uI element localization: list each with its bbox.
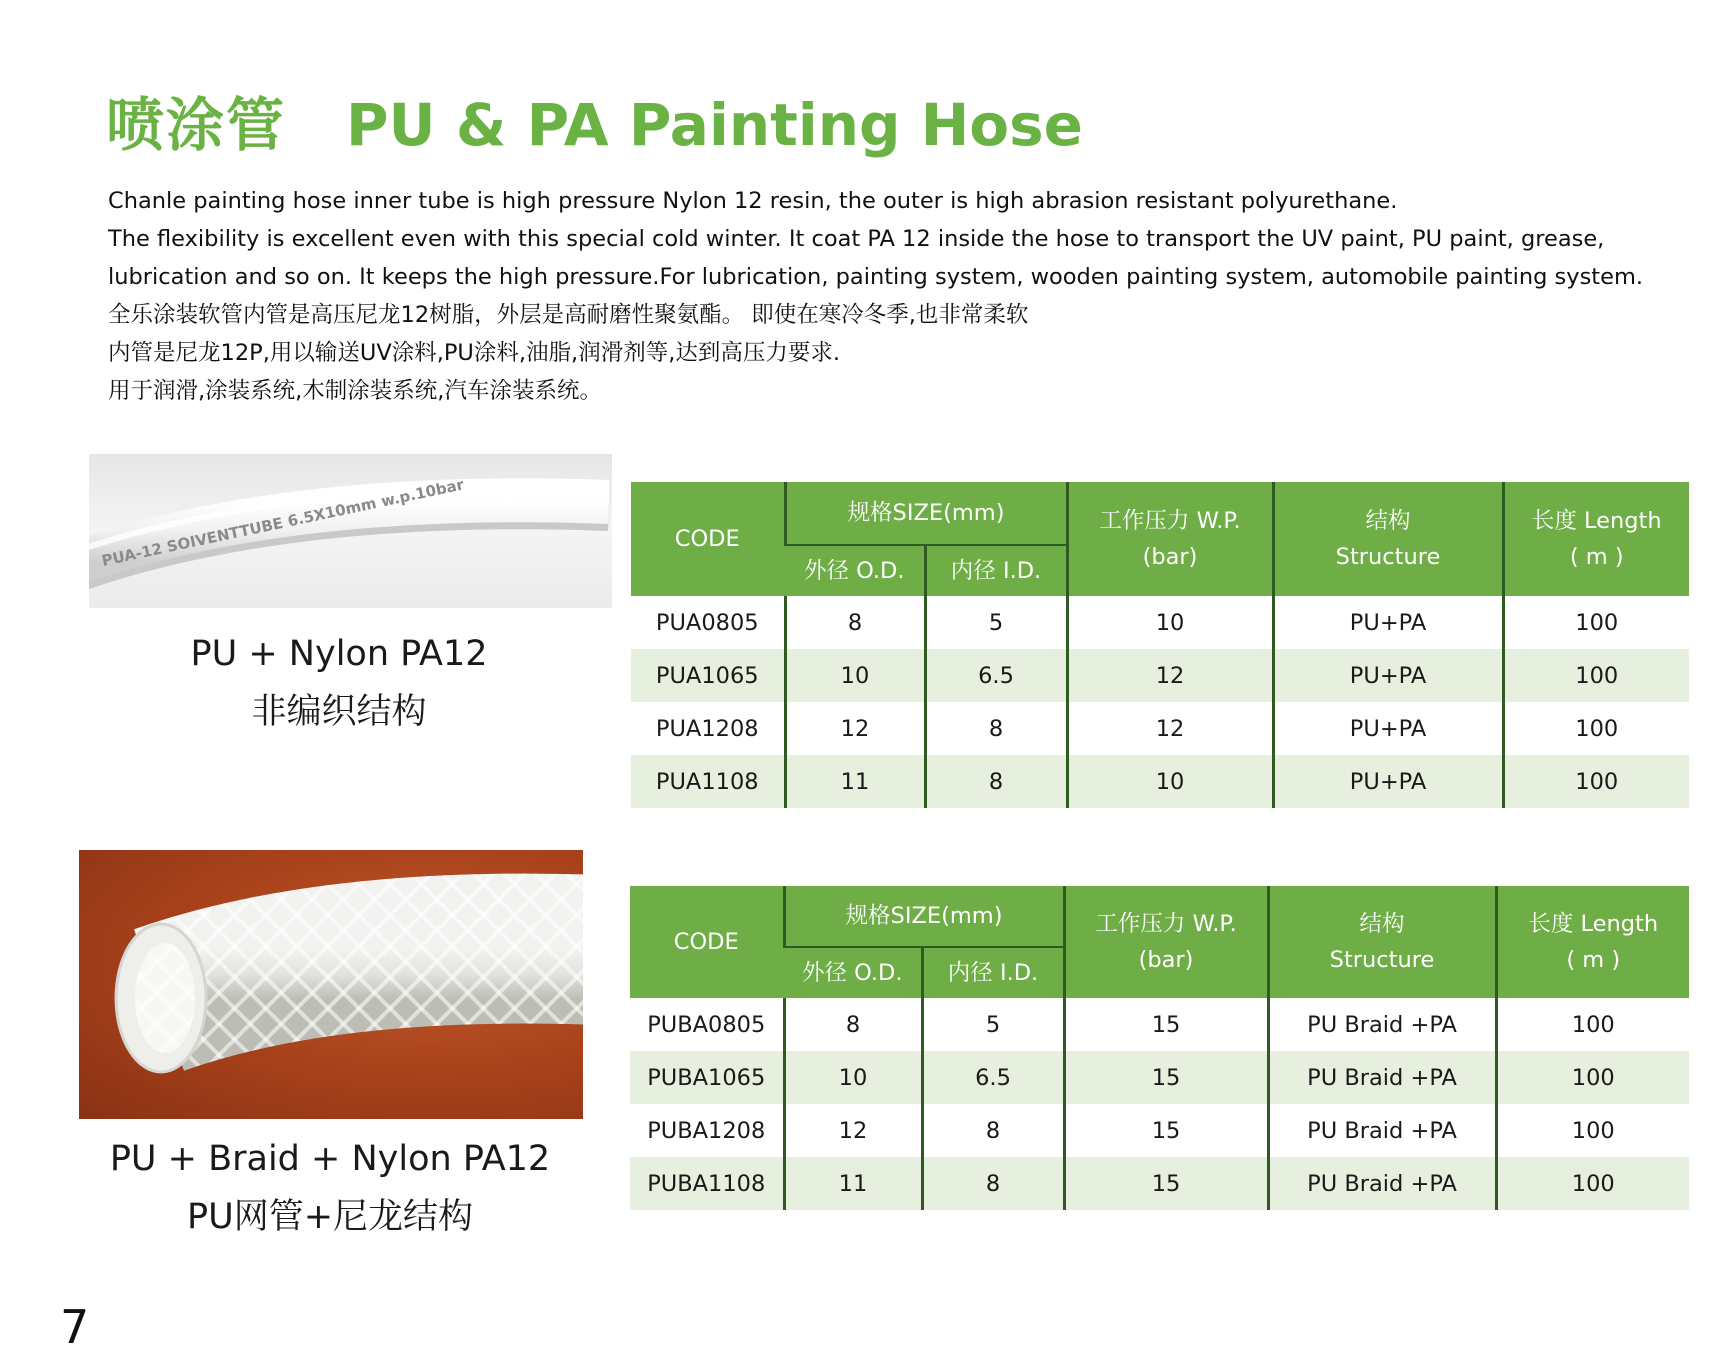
header-outer-diameter: 外径 O.D. <box>785 545 925 596</box>
cell-structure: PU Braid +PA <box>1268 1051 1496 1104</box>
cell-wp: 12 <box>1067 649 1273 702</box>
title-english: PU & PA Painting Hose <box>346 91 1083 159</box>
cell-od: 8 <box>785 596 925 649</box>
cell-od: 8 <box>784 998 922 1051</box>
cell-od: 11 <box>785 755 925 808</box>
page-number: 7 <box>60 1300 90 1354</box>
table-row <box>631 649 1689 702</box>
table-row <box>631 596 1689 649</box>
header-outer-diameter: 外径 O.D. <box>784 947 922 998</box>
cell-wp: 10 <box>1067 755 1273 808</box>
cell-length: 100 <box>1496 1157 1689 1210</box>
header-inner-diameter: 内径 I.D. <box>925 545 1067 596</box>
cell-length: 100 <box>1503 649 1689 702</box>
caption-chinese: PU网管+尼龙结构 <box>186 1197 474 1237</box>
cell-code: PUA0805 <box>655 609 759 636</box>
cell-wp: 15 <box>1064 998 1268 1051</box>
caption-chinese: 非编织结构 <box>251 692 427 732</box>
cell-id: 8 <box>925 702 1067 755</box>
header-code: CODE <box>630 886 784 998</box>
cell-length: 100 <box>1503 755 1689 808</box>
cell-id: 5 <box>922 998 1064 1051</box>
table-row <box>630 1104 1689 1157</box>
header-structure: 结构 Structure <box>1268 886 1496 998</box>
intro-line: 全乐涂装软管内管是高压尼龙12树脂，外层是高耐磨性聚氨酯。 即使在寒冷冬季,也非常柔软 <box>108 302 1029 328</box>
table-row <box>630 1157 1689 1210</box>
cell-id: 5 <box>925 596 1067 649</box>
product-photo-unbraided-hose <box>89 454 612 608</box>
cell-wp: 12 <box>1067 702 1273 755</box>
table-row <box>630 1051 1689 1104</box>
intro-line: The flexibility is excellent even with this special cold winter. It coat PA 12 inside the hose to transport the UV paint, PU paint, grease, <box>108 226 1605 252</box>
table-row <box>631 702 1689 755</box>
cell-length: 100 <box>1503 702 1689 755</box>
cell-length: 100 <box>1496 1051 1689 1104</box>
cell-code: PUA1208 <box>655 715 759 742</box>
product-caption <box>60 1130 600 1246</box>
cell-id: 6.5 <box>925 649 1067 702</box>
header-working-pressure: 工作压力 W.P. (bar) <box>1064 886 1268 998</box>
cell-id: 8 <box>922 1157 1064 1210</box>
caption-english: PU + Nylon PA12 <box>190 634 488 674</box>
cell-code: PUBA1208 <box>647 1117 766 1144</box>
product-caption <box>89 625 589 741</box>
spec-table-unbraided <box>631 482 1689 808</box>
intro-line: Chanle painting hose inner tube is high pressure Nylon 12 resin, the outer is high abrasion resistant polyurethane. <box>108 188 1398 214</box>
intro-line: 内管是尼龙12P,用以输送UV涂料,PU涂料,油脂,润滑剂等,达到高压力要求. <box>108 340 841 366</box>
cell-length: 100 <box>1496 998 1689 1051</box>
cell-od: 12 <box>784 1104 922 1157</box>
cell-length: 100 <box>1503 596 1689 649</box>
cell-od: 12 <box>785 702 925 755</box>
header-size: 规格SIZE(mm) <box>785 482 1067 545</box>
cell-id: 8 <box>925 755 1067 808</box>
hose-print-text: PUA-12 SOIVENTTUBE 6.5X10mm w.p.10bar <box>100 475 466 570</box>
cell-id: 8 <box>922 1104 1064 1157</box>
cell-id: 6.5 <box>922 1051 1064 1104</box>
header-length: 长度 Length ( m ) <box>1496 886 1689 998</box>
intro-line: 用于润滑,涂装系统,木制涂装系统,汽车涂装系统。 <box>108 378 602 404</box>
cell-length: 100 <box>1496 1104 1689 1157</box>
cell-code: PUA1065 <box>631 649 785 702</box>
table-row <box>630 998 1689 1051</box>
cell-wp: 15 <box>1064 1104 1268 1157</box>
cell-structure: PU+PA <box>1273 702 1503 755</box>
table-row <box>631 755 1689 808</box>
header-structure: 结构 Structure <box>1273 482 1503 596</box>
spec-table-braided <box>630 886 1689 1210</box>
cell-od: 10 <box>785 649 925 702</box>
cell-structure: PU+PA <box>1273 755 1503 808</box>
header-size: 规格SIZE(mm) <box>784 886 1064 947</box>
cell-code: PUA1108 <box>631 755 785 808</box>
cell-structure: PU+PA <box>1273 596 1503 649</box>
header-length: 长度 Length ( m ) <box>1503 482 1689 596</box>
cell-code: PUBA0805 <box>647 1011 766 1038</box>
header-working-pressure: 工作压力 W.P. (bar) <box>1067 482 1273 596</box>
page-title <box>106 78 1083 162</box>
cell-code: PUBA1108 <box>630 1157 784 1210</box>
cell-code: PUBA1065 <box>630 1051 784 1104</box>
intro-line: lubrication and so on. It keeps the high pressure.For lubrication, painting system, wooden painting system, automobile painting system. <box>108 264 1644 290</box>
caption-english: PU + Braid + Nylon PA12 <box>109 1139 551 1179</box>
header-code: CODE <box>631 482 785 596</box>
header-inner-diameter: 内径 I.D. <box>922 947 1064 998</box>
title-chinese: 喷涂管 <box>106 91 287 159</box>
cell-structure: PU+PA <box>1273 649 1503 702</box>
product-photo-braided-hose <box>79 850 583 1119</box>
cell-od: 10 <box>784 1051 922 1104</box>
cell-od: 11 <box>784 1157 922 1210</box>
cell-structure: PU Braid +PA <box>1268 998 1496 1051</box>
intro-paragraph <box>108 182 1708 410</box>
cell-structure: PU Braid +PA <box>1268 1104 1496 1157</box>
cell-wp: 15 <box>1064 1051 1268 1104</box>
cell-wp: 10 <box>1067 596 1273 649</box>
cell-wp: 15 <box>1064 1157 1268 1210</box>
cell-structure: PU Braid +PA <box>1268 1157 1496 1210</box>
